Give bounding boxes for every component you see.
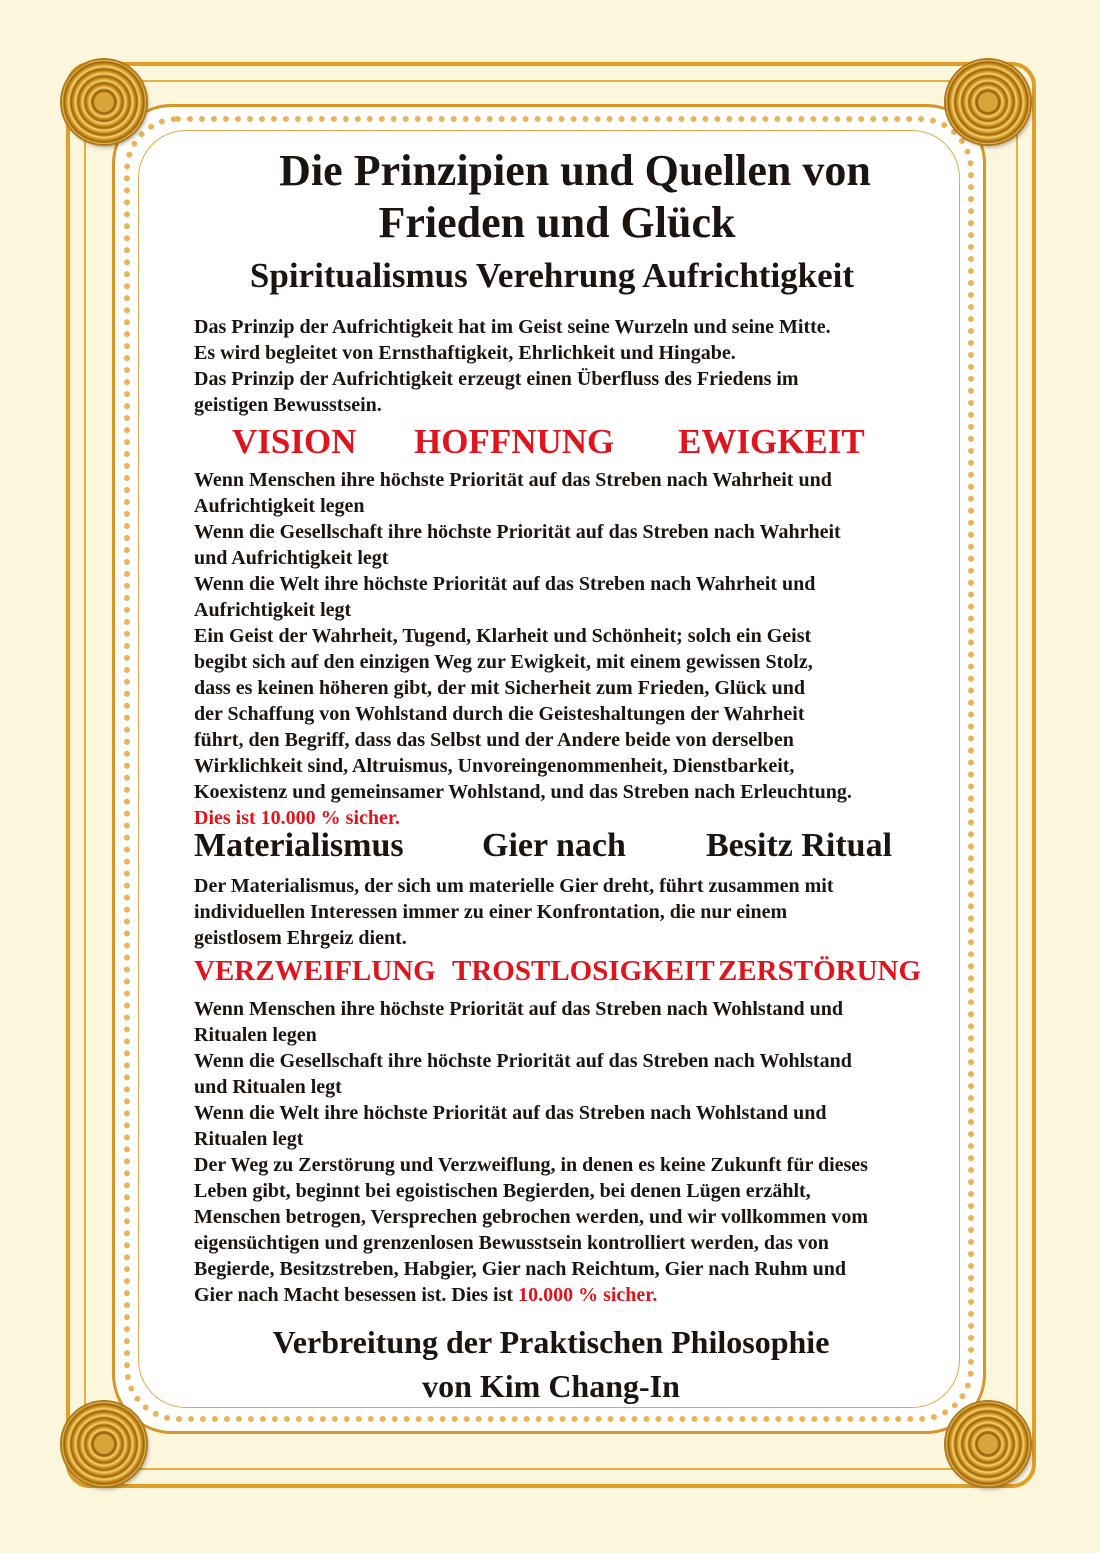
para-line: Ritualen legt <box>194 1128 304 1150</box>
certainty-statement: 10.000 % sicher. <box>518 1284 658 1306</box>
section2-paragraph <box>194 996 924 1308</box>
keyword-vision: VISION <box>232 422 357 461</box>
para-line: Wenn die Welt ihre höchste Priorität auf das Streben nach Wohlstand und <box>194 1102 827 1124</box>
para-line: Wirklichkeit sind, Altruismus, Unvoreingenommenheit, Dienstbarkeit, <box>194 755 795 777</box>
para-line: und Ritualen legt <box>194 1076 342 1098</box>
para-line: der Schaffung von Wohlstand durch die Geisteshaltungen der Wahrheit <box>194 703 805 725</box>
keyword-trostlosigkeit: TROSTLOSIGKEIT <box>452 955 715 987</box>
final-line-text: Gier nach Macht besessen ist. Dies ist <box>194 1284 519 1306</box>
section1-paragraph <box>194 467 924 831</box>
keyword-materialismus: Materialismus <box>194 827 404 864</box>
para-line: Aufrichtigkeit legt <box>194 599 352 621</box>
para-line: Koexistenz und gemeinsamer Wohlstand, und das Streben nach Erleuchtung. <box>194 781 852 803</box>
intro-line: Der Materialismus, der sich um materielle Gier dreht, führt zusammen mit <box>194 875 834 897</box>
section1-intro <box>194 314 924 418</box>
para-line: Wenn die Gesellschaft ihre höchste Priorität auf das Streben nach Wohlstand <box>194 1050 852 1072</box>
para-line: Wenn Menschen ihre höchste Priorität auf das Streben nach Wahrheit und <box>194 469 832 491</box>
para-line: Menschen betrogen, Versprechen gebrochen werden, und wir vollkommen vom <box>194 1206 869 1228</box>
keyword-zerstoerung: ZERSTÖRUNG <box>718 955 922 987</box>
keyword-hoffnung: HOFFNUNG <box>414 422 615 461</box>
intro-line: Das Prinzip der Aufrichtigkeit hat im Geist seine Wurzeln und seine Mitte. <box>194 316 831 338</box>
para-line: Ein Geist der Wahrheit, Tugend, Klarheit und Schönheit; solch ein Geist <box>194 625 812 647</box>
para-line: Aufrichtigkeit legen <box>194 495 365 517</box>
para-line: führt, den Begriff, dass das Selbst und der Andere beide von derselben <box>194 729 794 751</box>
section2-intro <box>194 873 924 951</box>
footer-line-1: Verbreitung der Praktischen Philosophie <box>272 1324 830 1360</box>
para-line: begibt sich auf den einzigen Weg zur Ewigkeit, mit einem gewissen Stolz, <box>194 651 813 673</box>
intro-line: geistlosem Ehrgeiz dient. <box>194 927 407 949</box>
intro-line: Das Prinzip der Aufrichtigkeit erzeugt einen Überfluss des Friedens im <box>194 368 799 390</box>
keyword-gier-nach: Gier nach <box>482 827 626 864</box>
title-line-1: Die Prinzipien und Quellen von <box>279 146 871 195</box>
section1-heading: Spiritualismus Verehrung Aufrichtigkeit <box>249 256 855 295</box>
para-line: und Aufrichtigkeit legt <box>194 547 389 569</box>
footer-line-2: von Kim Chang-In <box>422 1368 680 1404</box>
para-line: Wenn die Welt ihre höchste Priorität auf das Streben nach Wahrheit und <box>194 573 816 595</box>
title-line-2: Frieden und Glück <box>378 198 736 247</box>
certainty-statement: Dies ist 10.000 % sicher. <box>194 807 400 829</box>
para-line: Ritualen legen <box>194 1024 317 1046</box>
para-line-final <box>194 1282 924 1308</box>
keyword-verzweiflung: VERZWEIFLUNG <box>194 955 436 987</box>
para-line: eigensüchtigen und grenzenlosen Bewusstsein kontrolliert werden, das von <box>194 1232 829 1254</box>
para-line: Wenn Menschen ihre höchste Priorität auf das Streben nach Wohlstand und <box>194 998 843 1020</box>
para-line: Leben gibt, beginnt bei egoistischen Begierden, bei denen Lügen erzählt, <box>194 1180 811 1202</box>
para-line: dass es keinen höheren gibt, der mit Sicherheit zum Frieden, Glück und <box>194 677 805 699</box>
intro-line: individuellen Interessen immer zu einer Konfrontation, die nur einem <box>194 901 788 923</box>
para-line: Der Weg zu Zerstörung und Verzweiflung, in denen es keine Zukunft für dieses <box>194 1154 868 1176</box>
intro-line: Es wird begleitet von Ernsthaftigkeit, Ehrlichkeit und Hingabe. <box>194 342 736 364</box>
intro-line: geistigen Bewusstsein. <box>194 394 382 416</box>
para-line: Wenn die Gesellschaft ihre höchste Priorität auf das Streben nach Wahrheit <box>194 521 841 543</box>
para-line: Begierde, Besitzstreben, Habgier, Gier nach Reichtum, Gier nach Ruhm und <box>194 1258 847 1280</box>
keyword-ewigkeit: EWIGKEIT <box>678 422 865 461</box>
keyword-besitz-ritual: Besitz Ritual <box>706 827 893 864</box>
